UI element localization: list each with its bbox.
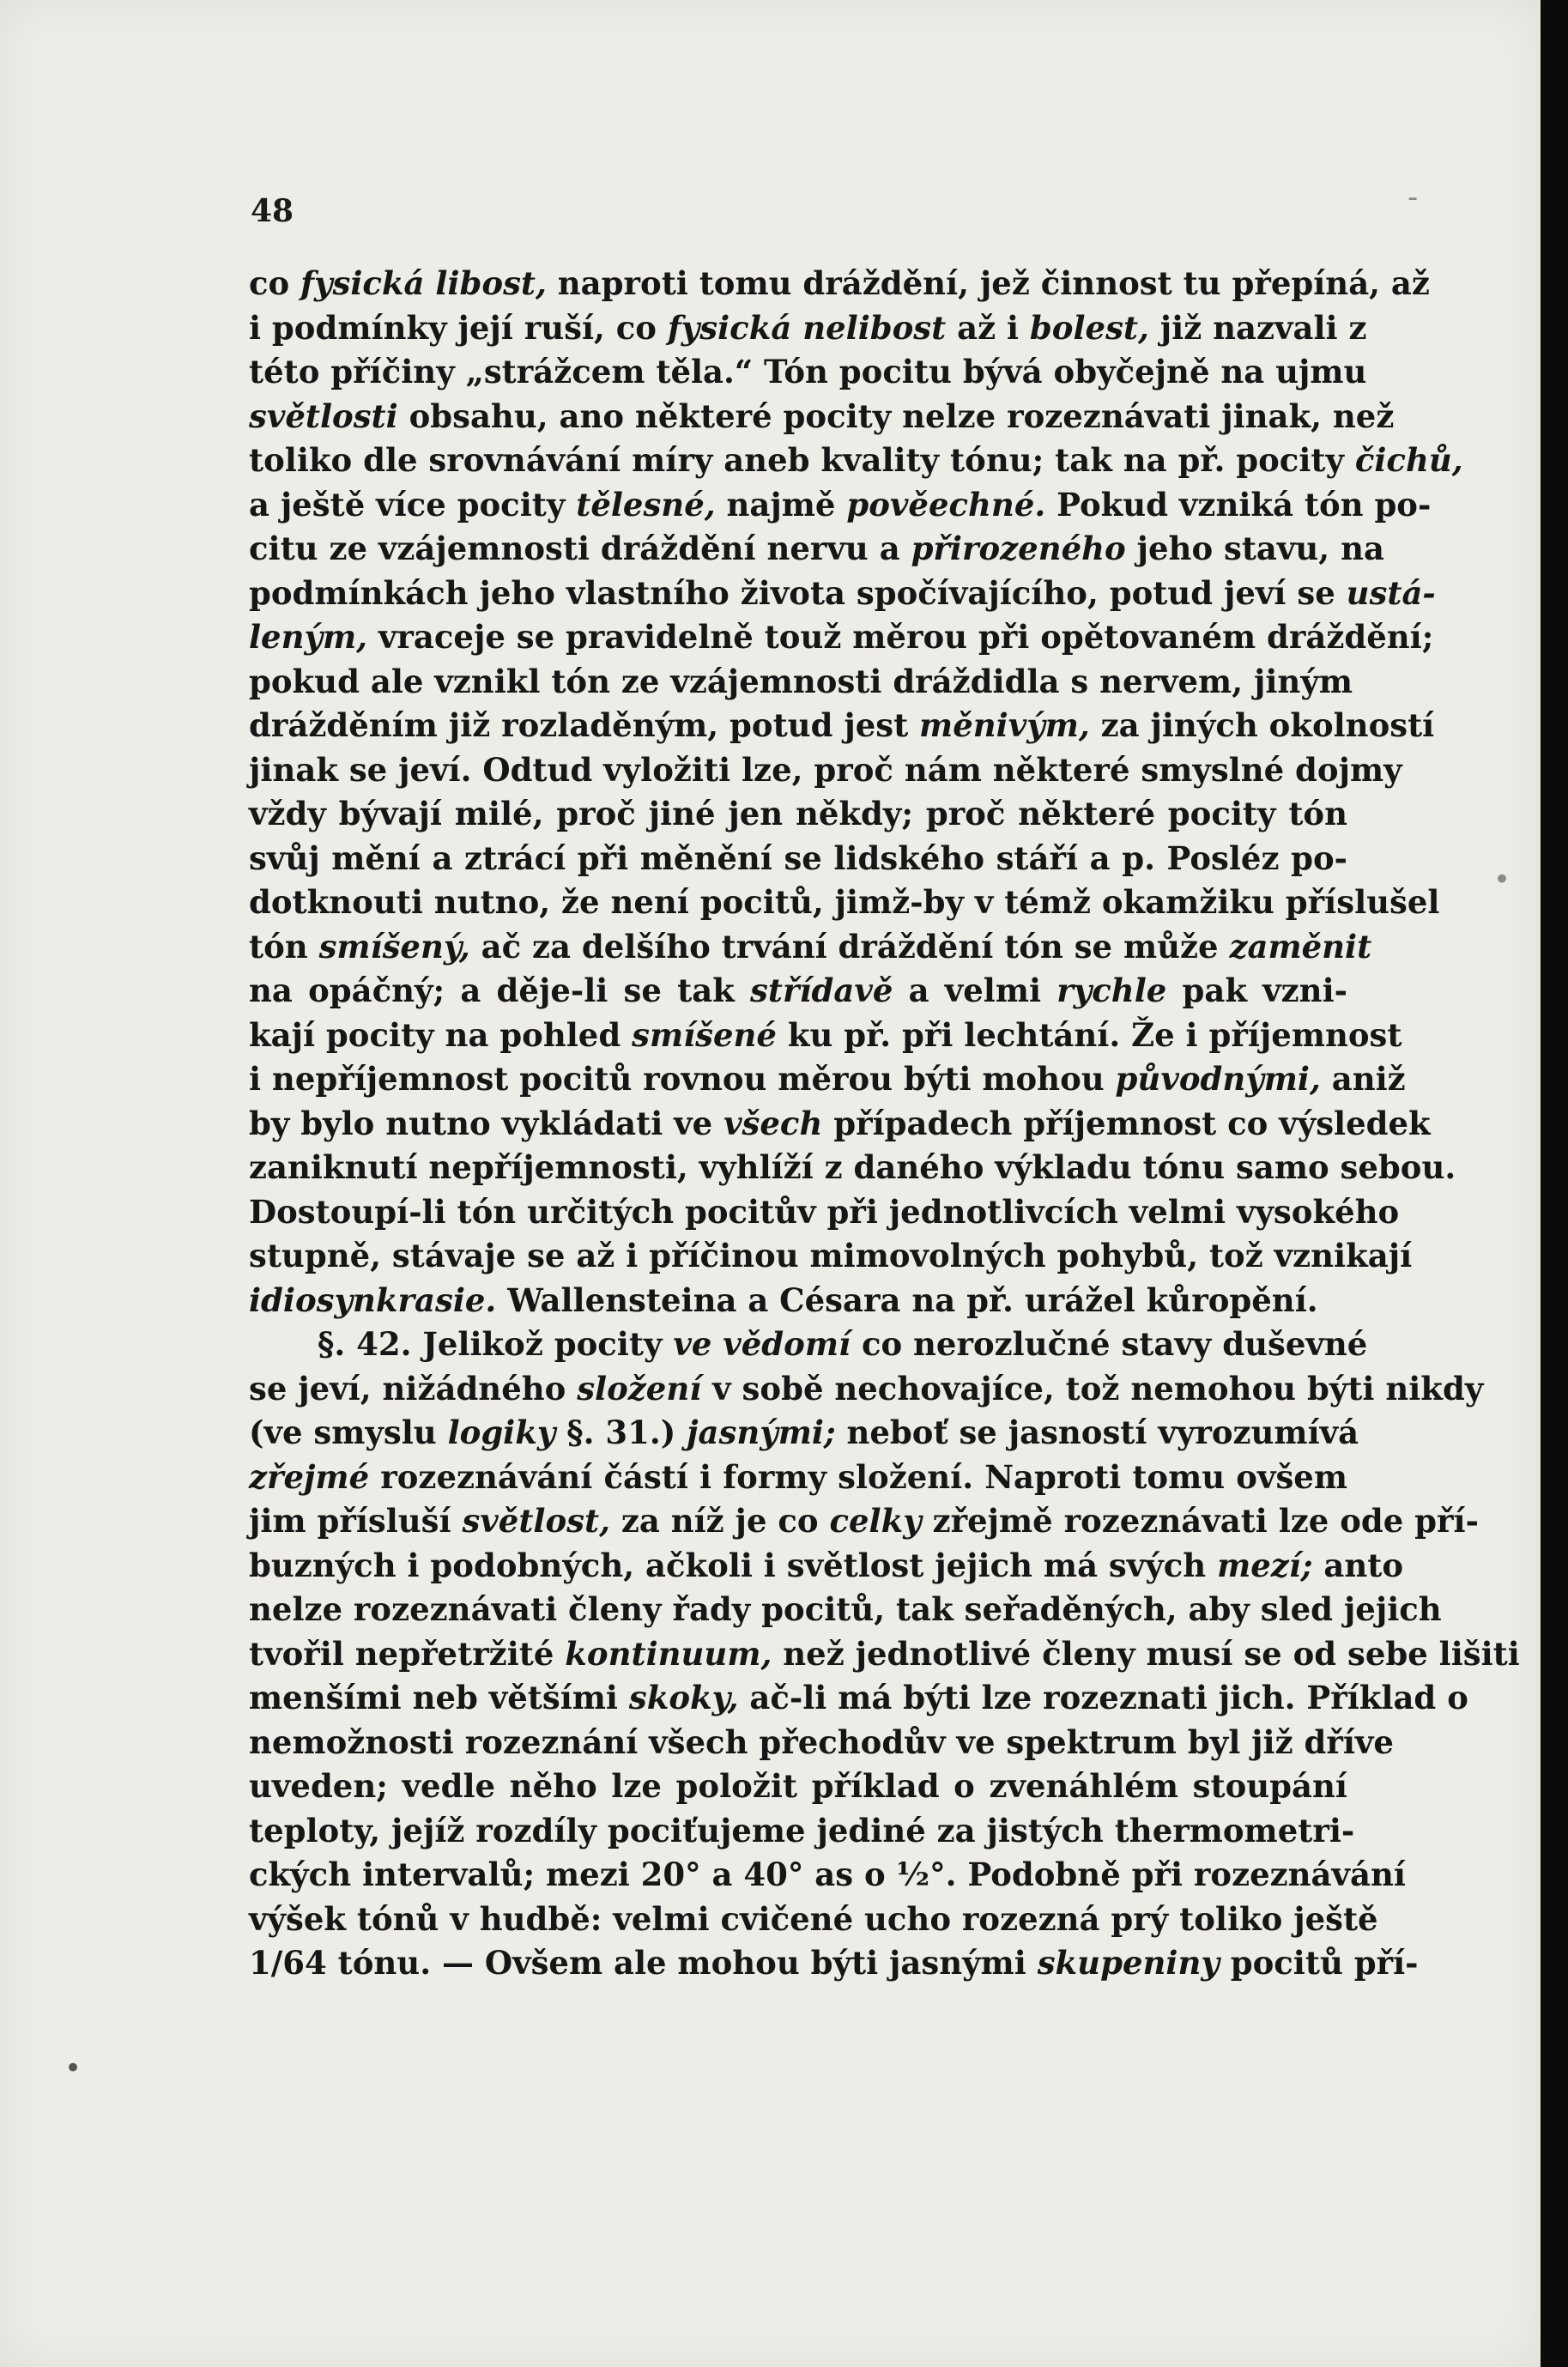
text-segment: ač za delšího trvání dráždění tón se může xyxy=(469,927,1230,966)
text-segment: ckých intervalů; mezi 20° a 40° as o ½°. Podobně při rozeznávání xyxy=(249,1855,1406,1893)
text-segment: menšími neb většími xyxy=(249,1679,629,1716)
text-segment: podmínkách jeho vlastního života spočívajícího, potud jeví se xyxy=(249,573,1347,612)
emphasis-text: čichů, xyxy=(1354,441,1463,479)
text-segment: za níž je co xyxy=(609,1502,830,1540)
text-segment: pak vzni- xyxy=(1166,972,1347,1009)
text-line xyxy=(249,792,1347,837)
emphasis-text: kontinuum, xyxy=(565,1634,772,1673)
emphasis-text: smíšený, xyxy=(318,927,470,966)
emphasis-text: ustá- xyxy=(1346,573,1436,612)
body-text xyxy=(249,262,1520,1986)
page-number: 48 xyxy=(251,193,294,229)
text-line xyxy=(249,881,1440,925)
text-segment: výšek tónů v hudbě: velmi cvičené ucho rozezná prý toliko ještě xyxy=(249,1899,1378,1938)
text-line xyxy=(249,748,1402,793)
text-segment: co xyxy=(249,264,301,302)
text-segment: naproti tomu dráždění, jež činnost tu přepíná, až xyxy=(546,264,1430,302)
text-line xyxy=(249,1588,1442,1632)
emphasis-text: původnými, xyxy=(1115,1060,1321,1098)
text-line xyxy=(249,1323,1368,1367)
text-segment: neboť se jasností vyrozumívá xyxy=(835,1414,1359,1451)
text-segment: teploty, jejíž rozdíly pociťujeme jediné za jistých thermometri- xyxy=(249,1811,1355,1849)
text-segment: najmě xyxy=(715,485,847,524)
text-segment: Dostoupí-li tón určitých pocitův při jednotlivcích velmi vysokého xyxy=(249,1192,1400,1231)
emphasis-text: přirozeného xyxy=(911,530,1126,567)
emphasis-text: měnivým, xyxy=(919,706,1090,744)
text-segment: tvořil nepřetržité xyxy=(249,1634,566,1673)
text-segment: obsahu, ano některé pocity nelze rozeznávati jinak, než xyxy=(397,397,1395,435)
scan-speck: - xyxy=(1408,180,1419,215)
emphasis-text: bolest, xyxy=(1029,308,1149,347)
emphasis-text: složení xyxy=(577,1369,702,1407)
text-segment: již nazvali z xyxy=(1148,308,1367,347)
text-segment: vždy bývají milé, proč jiné jen někdy; proč některé pocity tón xyxy=(249,795,1347,832)
text-segment: i podmínky její ruší, co xyxy=(249,308,668,347)
text-segment: za jiných okolností xyxy=(1089,706,1435,744)
text-line xyxy=(249,572,1436,616)
text-segment: tón xyxy=(249,927,319,966)
text-segment: a ještě více pocity xyxy=(249,485,577,524)
text-segment: zaniknutí nepříjemnosti, vyhlíží z daného výkladu tónu samo sebou. xyxy=(249,1148,1456,1186)
emphasis-text: leným, xyxy=(249,618,368,656)
text-line xyxy=(249,1146,1456,1190)
text-segment: pokud ale vznikl tón ze vzájemnosti dráždidla s nervem, jiným xyxy=(249,662,1353,700)
emphasis-text: zaměnit xyxy=(1229,927,1372,966)
text-segment: by bylo nutno vykládati ve xyxy=(249,1104,724,1142)
text-segment: rozeznávání částí i formy složení. Naproti tomu ovšem xyxy=(369,1457,1347,1496)
text-line xyxy=(249,704,1435,748)
text-line xyxy=(249,1544,1404,1589)
text-segment: jeho stavu, na xyxy=(1125,530,1384,567)
text-segment: než jednotlivé členy musí se od sebe lišiti xyxy=(772,1634,1520,1673)
emphasis-text: světlost, xyxy=(462,1502,610,1540)
text-segment: kají pocity na pohled xyxy=(249,1015,633,1054)
text-line xyxy=(249,1456,1347,1500)
emphasis-text: smíšené xyxy=(632,1015,777,1054)
text-segment: drážděním již rozladěným, potud jest xyxy=(249,706,920,744)
emphasis-text: skoky, xyxy=(628,1679,739,1716)
emphasis-text: fysická libost, xyxy=(300,264,547,302)
text-segment: (ve smyslu xyxy=(249,1414,448,1451)
text-segment: citu ze vzájemnosti dráždění nervu a xyxy=(249,530,911,567)
text-line xyxy=(249,1499,1479,1544)
text-segment: Wallensteina a Césara na př. urážel kůropění. xyxy=(496,1280,1318,1319)
text-segment: vraceje se pravidelně touž měrou při opětovaném dráždění; xyxy=(367,618,1434,656)
emphasis-text: zřejmé xyxy=(249,1457,370,1496)
text-line xyxy=(249,1765,1347,1809)
text-line xyxy=(249,1941,1419,1986)
text-line xyxy=(249,1190,1400,1235)
scan-speck: • xyxy=(64,2051,82,2086)
scan-speck: • xyxy=(1493,863,1511,897)
text-line xyxy=(249,1809,1355,1854)
text-segment: i nepříjemnost pocitů rovnou měrou býti mohou xyxy=(249,1060,1116,1098)
text-segment: stupně, stávaje se až i příčinou mimovolných pohybů, tož vznikají xyxy=(249,1237,1413,1274)
text-line xyxy=(249,395,1395,439)
text-line xyxy=(249,1853,1406,1898)
text-line xyxy=(249,969,1347,1014)
text-line xyxy=(249,306,1367,351)
text-segment: jim přísluší xyxy=(249,1502,463,1540)
emphasis-text: ve vědomí xyxy=(673,1325,851,1363)
text-segment: dotknouti nutno, že není pocitů, jimž-by v témž okamžiku příslušel xyxy=(249,883,1440,921)
text-line xyxy=(249,1367,1484,1412)
text-segment: buzných i podobných, ačkoli i světlost jejich má svých xyxy=(249,1546,1218,1584)
text-line xyxy=(249,1234,1413,1279)
text-line xyxy=(249,1632,1520,1677)
emphasis-text: všech xyxy=(723,1104,823,1142)
text-segment: nelze rozeznávati členy řady pocitů, tak seřaděných, aby sled jejich xyxy=(249,1590,1442,1628)
emphasis-text: rychle xyxy=(1056,972,1167,1009)
text-segment: ku př. při lechtání. Že i příjemnost xyxy=(776,1015,1402,1054)
text-segment: ač-li má býti lze rozeznati jich. Příklad o xyxy=(738,1679,1468,1716)
text-line xyxy=(249,925,1372,970)
text-segment: na opáčný; a děje-li se tak xyxy=(249,972,751,1009)
text-segment: Pokud vzniká tón po- xyxy=(1045,485,1432,524)
emphasis-text: fysická nelibost xyxy=(667,308,947,347)
text-segment: pocitů pří- xyxy=(1219,1944,1419,1982)
emphasis-text: logiky xyxy=(447,1414,556,1451)
text-segment: případech příjemnost co výsledek xyxy=(822,1104,1431,1142)
text-line xyxy=(249,527,1384,572)
text-segment: toliko dle srovnávání míry aneb kvality tónu; tak na př. pocity xyxy=(249,441,1355,479)
text-segment: co nerozlučné stavy duševné xyxy=(851,1325,1368,1363)
text-segment: nemožnosti rozeznání všech přechodův ve spektrum byl již dříve xyxy=(249,1722,1394,1761)
text-line xyxy=(249,615,1434,660)
text-segment: aniž xyxy=(1320,1060,1406,1098)
text-line xyxy=(249,1102,1431,1147)
text-line xyxy=(249,262,1430,306)
emphasis-text: mezí; xyxy=(1217,1546,1313,1584)
text-segment: a velmi xyxy=(893,972,1057,1009)
scan-border xyxy=(1541,0,1568,2367)
text-segment: anto xyxy=(1312,1546,1404,1584)
text-line xyxy=(249,660,1353,705)
emphasis-text: tělesné, xyxy=(576,485,716,524)
text-segment: svůj mění a ztrácí při měnění se lidského stáří a p. Posléz po- xyxy=(249,838,1347,877)
text-line xyxy=(249,350,1367,395)
text-line xyxy=(249,1721,1394,1765)
text-segment: uveden; vedle něho lze položit příklad o zvenáhlém stoupání xyxy=(249,1767,1347,1805)
emphasis-text: světlosti xyxy=(249,397,398,435)
text-line xyxy=(249,1279,1347,1323)
text-line xyxy=(249,1676,1468,1721)
text-segment: jinak se jeví. Odtud vyložiti lze, proč nám některé smyslné dojmy xyxy=(249,750,1402,789)
text-segment: až i xyxy=(946,308,1030,347)
text-segment: 1/64 tónu. — Ovšem ale mohou býti jasnými xyxy=(249,1944,1038,1982)
text-line xyxy=(249,1411,1359,1456)
text-line xyxy=(249,1014,1402,1058)
text-line xyxy=(249,837,1347,881)
emphasis-text: střídavě xyxy=(750,972,893,1009)
text-segment: této příčiny „strážcem těla.“ Tón pocitu bývá obyčejně na ujmu xyxy=(249,353,1367,390)
emphasis-text: celky xyxy=(829,1502,922,1540)
text-segment: §. 31.) xyxy=(555,1414,687,1451)
text-line xyxy=(249,1898,1378,1942)
text-segment: §. 42. Jelikož pocity xyxy=(318,1325,674,1363)
emphasis-text: jasnými; xyxy=(687,1414,836,1451)
emphasis-text: idiosynkrasie. xyxy=(249,1280,497,1319)
emphasis-text: pověechné. xyxy=(846,485,1046,524)
text-line xyxy=(249,1057,1406,1102)
text-segment: zřejmě rozeznávati lze ode pří- xyxy=(921,1502,1479,1540)
text-line xyxy=(249,483,1432,528)
text-line xyxy=(249,439,1463,483)
text-segment: v sobě nechovajíce, tož nemohou býti nikdy xyxy=(701,1369,1484,1407)
text-segment: se jeví, nižádného xyxy=(249,1369,578,1407)
emphasis-text: skupeniny xyxy=(1037,1944,1220,1982)
